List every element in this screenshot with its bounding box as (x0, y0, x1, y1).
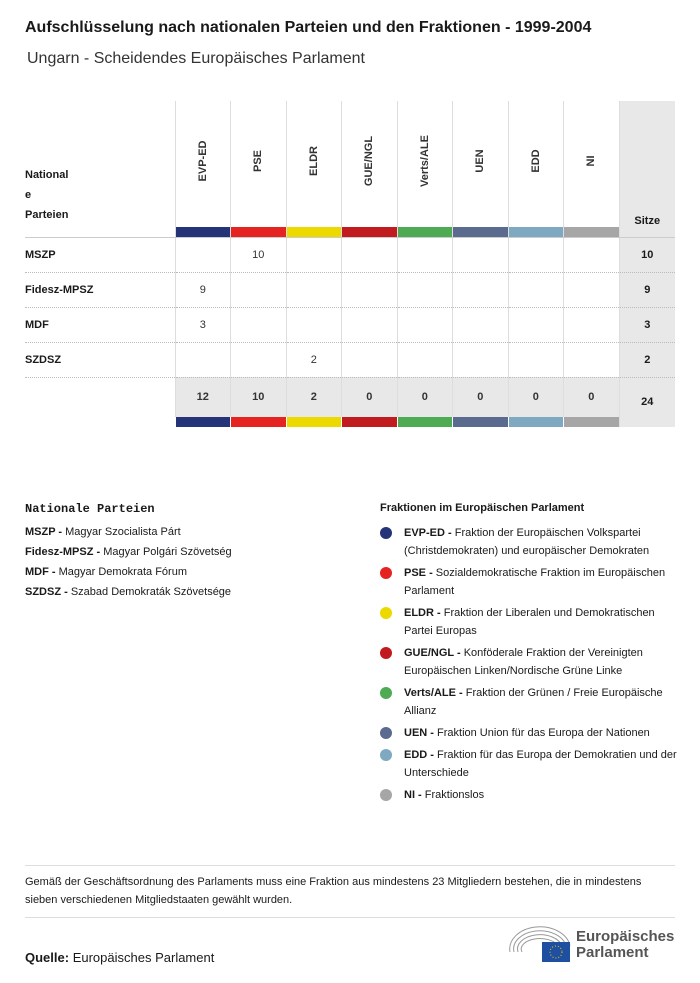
seat-cell (231, 272, 287, 307)
group-color-bar (564, 417, 620, 427)
group-total: 0 (397, 377, 453, 417)
group-legend-item (380, 604, 680, 640)
group-total: 0 (564, 377, 620, 417)
group-header (564, 101, 620, 237)
group-total: 0 (342, 377, 398, 417)
header-text: Parteien (25, 208, 69, 221)
groups-legend (380, 502, 680, 808)
logo-line1: Europäisches (576, 928, 675, 945)
seat-cell (397, 237, 453, 272)
group-abbr: NI - (404, 789, 422, 801)
party-fullname: Magyar Szocialista Párt (65, 526, 181, 538)
seat-cell (397, 307, 453, 342)
seat-cell (175, 342, 231, 377)
group-color-bar (564, 227, 619, 237)
group-fullname: Fraktion der Grünen / Freie Europäische Allianz (404, 687, 663, 717)
seat-cell (342, 307, 398, 342)
seats-table (25, 101, 675, 427)
seat-cell: 2 (286, 342, 342, 377)
seat-cell (453, 237, 509, 272)
party-fullname: Magyar Polgári Szövetség (103, 546, 232, 558)
group-color-bar (231, 227, 286, 237)
eu-flag-icon (542, 942, 570, 962)
group-color-bar (176, 227, 231, 237)
group-fullname: Fraktionslos (424, 789, 485, 801)
seat-cell (286, 307, 342, 342)
seat-cell (397, 272, 453, 307)
national-party-item (25, 526, 232, 538)
group-header (342, 101, 398, 237)
row-total: 9 (619, 272, 675, 307)
seat-cell (508, 237, 564, 272)
party-abbr: Fidesz-MPSZ - (25, 546, 101, 558)
group-label: NI (585, 155, 598, 167)
totals-row (25, 377, 675, 417)
group-dot-icon (380, 567, 392, 579)
group-legend-item (380, 644, 680, 680)
seat-cell (564, 307, 620, 342)
party-abbr: SZDSZ - (25, 586, 68, 598)
group-abbr: GUE/NGL - (404, 647, 461, 659)
table-row (25, 237, 675, 272)
group-legend-item (380, 564, 680, 600)
group-color-bar (397, 417, 453, 427)
group-color-bar (342, 227, 397, 237)
seat-cell (453, 307, 509, 342)
group-legend-item (380, 746, 680, 782)
groups-legend-heading: Fraktionen im Europäischen Parlament (380, 502, 585, 514)
group-color-bar (175, 417, 231, 427)
header-text: e (25, 188, 32, 201)
group-abbr: Verts/ALE - (404, 687, 463, 699)
group-legend-item (380, 786, 680, 804)
seat-cell (342, 237, 398, 272)
group-header (231, 101, 287, 237)
national-parties-heading: Nationale Parteien (25, 502, 155, 516)
group-color-bar (453, 227, 508, 237)
group-color-bar (286, 417, 342, 427)
group-total: 2 (286, 377, 342, 417)
group-color-bar (231, 417, 287, 427)
page-subtitle: Ungarn - Scheidendes Europäisches Parlament (27, 50, 365, 67)
group-header (397, 101, 453, 237)
header-text: National (25, 168, 69, 181)
party-name: Fidesz-MPSZ (25, 272, 175, 307)
group-label: Verts/ALE (418, 135, 431, 187)
group-color-bar (509, 227, 564, 237)
group-abbr: EDD - (404, 749, 434, 761)
group-abbr: PSE - (404, 567, 433, 579)
group-total: 0 (508, 377, 564, 417)
national-parties-legend (25, 502, 232, 606)
party-name: MDF (25, 307, 175, 342)
divider (25, 865, 675, 866)
group-dot-icon (380, 607, 392, 619)
row-total: 2 (619, 342, 675, 377)
page-title: Aufschlüsselung nach nationalen Parteien und den Fraktionen - 1999-2004 (25, 19, 592, 36)
group-total: 10 (231, 377, 287, 417)
party-fullname: Magyar Demokrata Fórum (58, 566, 187, 578)
grand-total: 24 (619, 377, 675, 427)
row-total: 10 (619, 237, 675, 272)
seat-cell: 9 (175, 272, 231, 307)
seat-cell (564, 342, 620, 377)
party-abbr: MDF - (25, 566, 56, 578)
seats-header (619, 101, 675, 237)
source-value: Europäisches Parlament (72, 950, 215, 965)
logo-line2: Parlament (576, 944, 649, 961)
row-total: 3 (619, 307, 675, 342)
seat-cell (231, 342, 287, 377)
group-header (453, 101, 509, 237)
group-header (286, 101, 342, 237)
seat-cell (397, 342, 453, 377)
group-abbr: UEN - (404, 727, 434, 739)
group-abbr: ELDR - (404, 607, 441, 619)
group-legend-item (380, 524, 680, 560)
group-label: EDD (529, 149, 542, 173)
group-label: GUE/NGL (363, 135, 376, 187)
seat-cell (342, 272, 398, 307)
seat-cell (508, 272, 564, 307)
seat-cell (453, 342, 509, 377)
party-name: SZDSZ (25, 342, 175, 377)
group-header (175, 101, 231, 237)
group-legend-item (380, 724, 680, 742)
seat-cell (175, 237, 231, 272)
seats-label: Sitze (634, 214, 661, 227)
seat-cell (286, 272, 342, 307)
national-party-item (25, 586, 232, 598)
group-label: UEN (474, 149, 487, 173)
parliament-hemicycle-icon (508, 926, 572, 964)
table-row (25, 342, 675, 377)
group-abbr: EVP-ED - (404, 527, 452, 539)
party-fullname: Szabad Demokraták Szövetsége (70, 586, 232, 598)
seat-cell (231, 307, 287, 342)
group-label: EVP-ED (196, 140, 209, 182)
seat-cell (453, 272, 509, 307)
seat-cell (564, 237, 620, 272)
group-total: 12 (175, 377, 231, 417)
group-color-bar (287, 227, 342, 237)
seat-cell (564, 272, 620, 307)
group-header (508, 101, 564, 237)
source (25, 950, 214, 965)
national-party-item (25, 546, 232, 558)
group-dot-icon (380, 789, 392, 801)
group-fullname: Fraktion der Europäischen Volkspartei (Christdemokraten) und europäischer Demokraten (404, 527, 650, 557)
ep-logo (508, 926, 674, 964)
national-party-item (25, 566, 232, 578)
group-dot-icon (380, 647, 392, 659)
party-name: MSZP (25, 237, 175, 272)
footnote: Gemäß der Geschäftsordnung des Parlaments muss eine Fraktion aus mindestens 23 Mitgliedern bestehen, die in mindestens sieben verschiedenen Mitgliedstaaten gewählt wurden. (25, 876, 642, 906)
group-color-bar (508, 417, 564, 427)
seat-cell (342, 342, 398, 377)
seat-cell: 10 (231, 237, 287, 272)
group-color-bar (398, 227, 453, 237)
seat-cell (508, 307, 564, 342)
group-dot-icon (380, 527, 392, 539)
group-legend-item (380, 684, 680, 720)
group-label: ELDR (307, 146, 320, 176)
table-row (25, 307, 675, 342)
table-row (25, 272, 675, 307)
group-fullname: Sozialdemokratische Fraktion im Europäischen Parlament (404, 567, 666, 597)
group-total: 0 (453, 377, 509, 417)
group-dot-icon (380, 727, 392, 739)
group-fullname: Fraktion für das Europa der Demokratien und der Unterschiede (404, 749, 677, 779)
group-dot-icon (380, 687, 392, 699)
source-label: Quelle: (25, 950, 70, 965)
seat-cell (286, 237, 342, 272)
group-color-bar (453, 417, 509, 427)
group-dot-icon (380, 749, 392, 761)
party-abbr: MSZP - (25, 526, 63, 538)
national-parties-header (25, 101, 175, 237)
divider (25, 917, 675, 918)
group-label: PSE (252, 149, 265, 173)
group-fullname: Fraktion der Liberalen und Demokratischen Partei Europas (404, 607, 655, 637)
group-fullname: Fraktion Union für das Europa der Nationen (437, 727, 650, 739)
group-color-bar (342, 417, 398, 427)
seat-cell (508, 342, 564, 377)
seat-cell: 3 (175, 307, 231, 342)
group-fullname: Konföderale Fraktion der Vereinigten Europäischen Linken/Nordische Grüne Linke (404, 647, 643, 677)
